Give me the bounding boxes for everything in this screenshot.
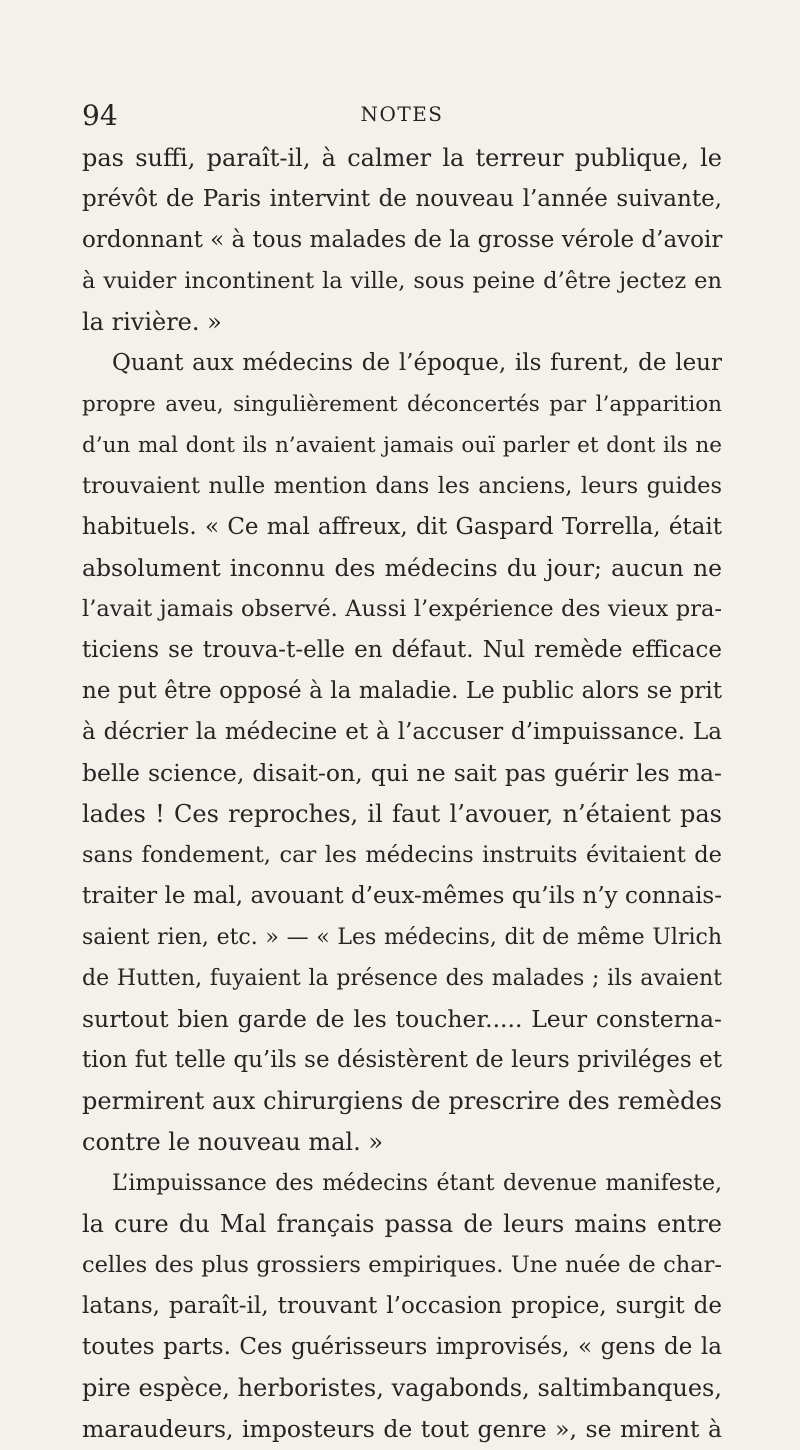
- text-line: Quant aux médecins de l’époque, ils furent, de leur: [112, 350, 722, 376]
- text-line: pire espèce, herboristes, vagabonds, saltimbanques,: [82, 1374, 722, 1402]
- text-line: surtout bien garde de les toucher..... Leur consterna-: [82, 1005, 722, 1033]
- text-line: de Hutten, fuyaient la présence des malades ; ils avaient: [82, 966, 722, 991]
- text-line: traiter le mal, avouant d’eux-mêmes qu’ils n’y connais-: [82, 883, 722, 909]
- text-line: à vuider incontinent la ville, sous peine d’être jectez en: [82, 268, 722, 294]
- text-line: ordonnant « à tous malades de la grosse vérole d’avoir: [82, 227, 723, 253]
- text-line: lades ! Ces reproches, il faut l’avouer, n’étaient pas: [82, 800, 722, 828]
- text-line: saient rien, etc. » — « Les médecins, dit de même Ulrich: [82, 925, 722, 950]
- text-line: L’impuissance des médecins étant devenue manifeste,: [112, 1171, 722, 1196]
- body-text: [82, 138, 722, 1450]
- text-line: d’un mal dont ils n’avaient jamais ouï parler et dont ils ne: [82, 433, 722, 458]
- text-line: permirent aux chirurgiens de prescrire des remèdes: [82, 1087, 722, 1115]
- page-number: 94: [82, 99, 118, 132]
- text-line: celles des plus grossiers empiriques. Une nuée de char-: [82, 1252, 722, 1278]
- text-line: à décrier la médecine et à l’accuser d’impuissance. La: [82, 719, 722, 745]
- text-line: la rivière. »: [82, 308, 222, 336]
- text-line: ticiens se trouva-t-elle en défaut. Nul remède efficace: [82, 637, 722, 663]
- text-line: pas suffi, paraît-il, à calmer la terreur publique, le: [82, 144, 722, 172]
- text-line: habituels. « Ce mal affreux, dit Gaspard Torrella, était: [82, 514, 722, 540]
- text-line: l’avait jamais observé. Aussi l’expérience des vieux pra-: [82, 596, 722, 622]
- text-line: tion fut telle qu’ils se désistèrent de leurs priviléges et: [82, 1047, 722, 1073]
- text-line: sans fondement, car les médecins instruits évitaient de: [82, 842, 722, 868]
- running-head: NOTES: [360, 102, 444, 126]
- text-line: prévôt de Paris intervint de nouveau l’année suivante,: [82, 186, 722, 212]
- text-line: ne put être opposé à la maladie. Le public alors se prit: [82, 678, 722, 704]
- text-line: trouvaient nulle mention dans les anciens, leurs guides: [82, 473, 722, 499]
- text-line: belle science, disait-on, qui ne sait pas guérir les ma-: [82, 759, 722, 787]
- text-line: maraudeurs, imposteurs de tout genre », se mirent à: [82, 1415, 722, 1443]
- text-line: latans, paraît-il, trouvant l’occasion propice, surgit de: [82, 1293, 722, 1319]
- text-line: toutes parts. Ces guérisseurs improvisés, « gens de la: [82, 1334, 722, 1360]
- text-line: la cure du Mal français passa de leurs mains entre: [82, 1210, 722, 1238]
- page-header: [82, 96, 722, 136]
- text-line: propre aveu, singulièrement déconcertés par l’apparition: [82, 392, 722, 417]
- text-line: contre le nouveau mal. »: [82, 1128, 384, 1156]
- text-line: absolument inconnu des médecins du jour; aucun ne: [82, 554, 722, 582]
